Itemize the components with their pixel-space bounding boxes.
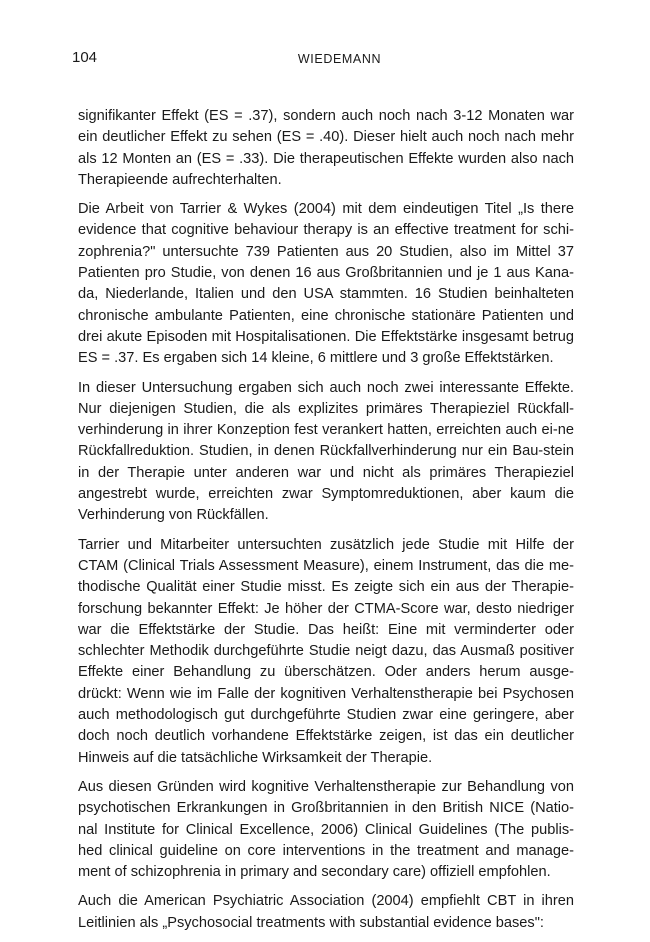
page-header bbox=[72, 48, 577, 68]
paragraph: Aus diesen Gründen wird kognitive Verhaltenstherapie zur Behandlung von psychotischen Erkrankungen in Großbritannien in den British NICE (Natio-nal Institute for Clinical Excellence, 2006) Clinical Guidelines (The publis-hed clinical guideline on core interventions in the treatment and manage-ment of schizophrenia in primary and secondary care) offiziell empfohlen. bbox=[78, 778, 574, 881]
page-number: 104 bbox=[72, 49, 98, 66]
paragraph: In dieser Untersuchung ergaben sich auch noch zwei interessante Effekte. Nur diejenigen Studien, die als explizites primäres Therapieziel Rückfall-verhinderung in ihrer Konzeption fest verankert hatten, erreichten auch ei-ne Rückfallreduktion. Studien, in denen Rückfallverhinderung nur ein Bau-stein in der Therapie unter anderen war und nicht als primäres Therapieziel angestrebt wurde, erreichten zwar Symptomreduktionen, aber kaum die Verhinderung von Rückfällen. bbox=[78, 379, 574, 524]
running-head: WIEDEMANN bbox=[297, 52, 382, 66]
body-text bbox=[78, 106, 574, 942]
paragraph: Die Arbeit von Tarrier & Wykes (2004) mit dem eindeutigen Titel „Is there evidence that cognitive behaviour therapy is an effective treatment for schi-zophrenia?" untersuchte 739 Patienten aus 20 Studien, also im Mittel 37 Patienten pro Studie, von denen 16 aus Großbritannien und je 1 aus Kana-da, Niederlande, Italien und den USA stammten. 16 Studien beinhalteten chronische ambulante Patienten, eine chronische stationäre Patienten und drei akute Episoden mit Hospitalisationen. Die Effektstärke insgesamt betrug ES = .37. Es ergaben sich 14 kleine, 6 mittlere und 3 große Effektstärken. bbox=[78, 201, 574, 367]
paragraph: signifikanter Effekt (ES = .37), sondern auch noch nach 3-12 Monaten war ein deutlicher Effekt zu sehen (ES = .40). Dieser hielt auch noch nach mehr als 12 Monten an (ES = .33). Die therapeutischen Effekte wurden also nach Therapieende aufrechterhalten. bbox=[78, 108, 574, 188]
paragraph: Auch die American Psychiatric Association (2004) empfiehlt CBT in ihren Leitlinien als „Psychosocial treatments with substantial evidence bases": bbox=[78, 893, 574, 931]
paragraph: Tarrier und Mitarbeiter untersuchten zusätzlich jede Studie mit Hilfe der CTAM (Clinical Trials Assessment Measure), einem Instrument, das die me-thodische Qualität einer Studie misst. Es zeigte sich ein aus der Therapie-forschung bekannter Effekt: Je höher der CTMA-Score war, desto niedriger war die Effektstärke der Studie. Das heißt: Eine mit verminderter oder schlechter Methodik durchgeführte Studie neigt dazu, das Ausmaß positiver Effekte einer Behandlung zu überschätzen. Oder anders herum ausge-drückt: Wenn wie im Falle der kognitiven Verhaltenstherapie bei Psychosen auch methodologisch gut durchgeführte Studien zwar eine geringere, aber doch noch deutlich vorhandene Effektstärke zeigen, ist das ein deutlicher Hinweis auf die tatsächliche Wirksamkeit der Therapie. bbox=[78, 536, 574, 766]
